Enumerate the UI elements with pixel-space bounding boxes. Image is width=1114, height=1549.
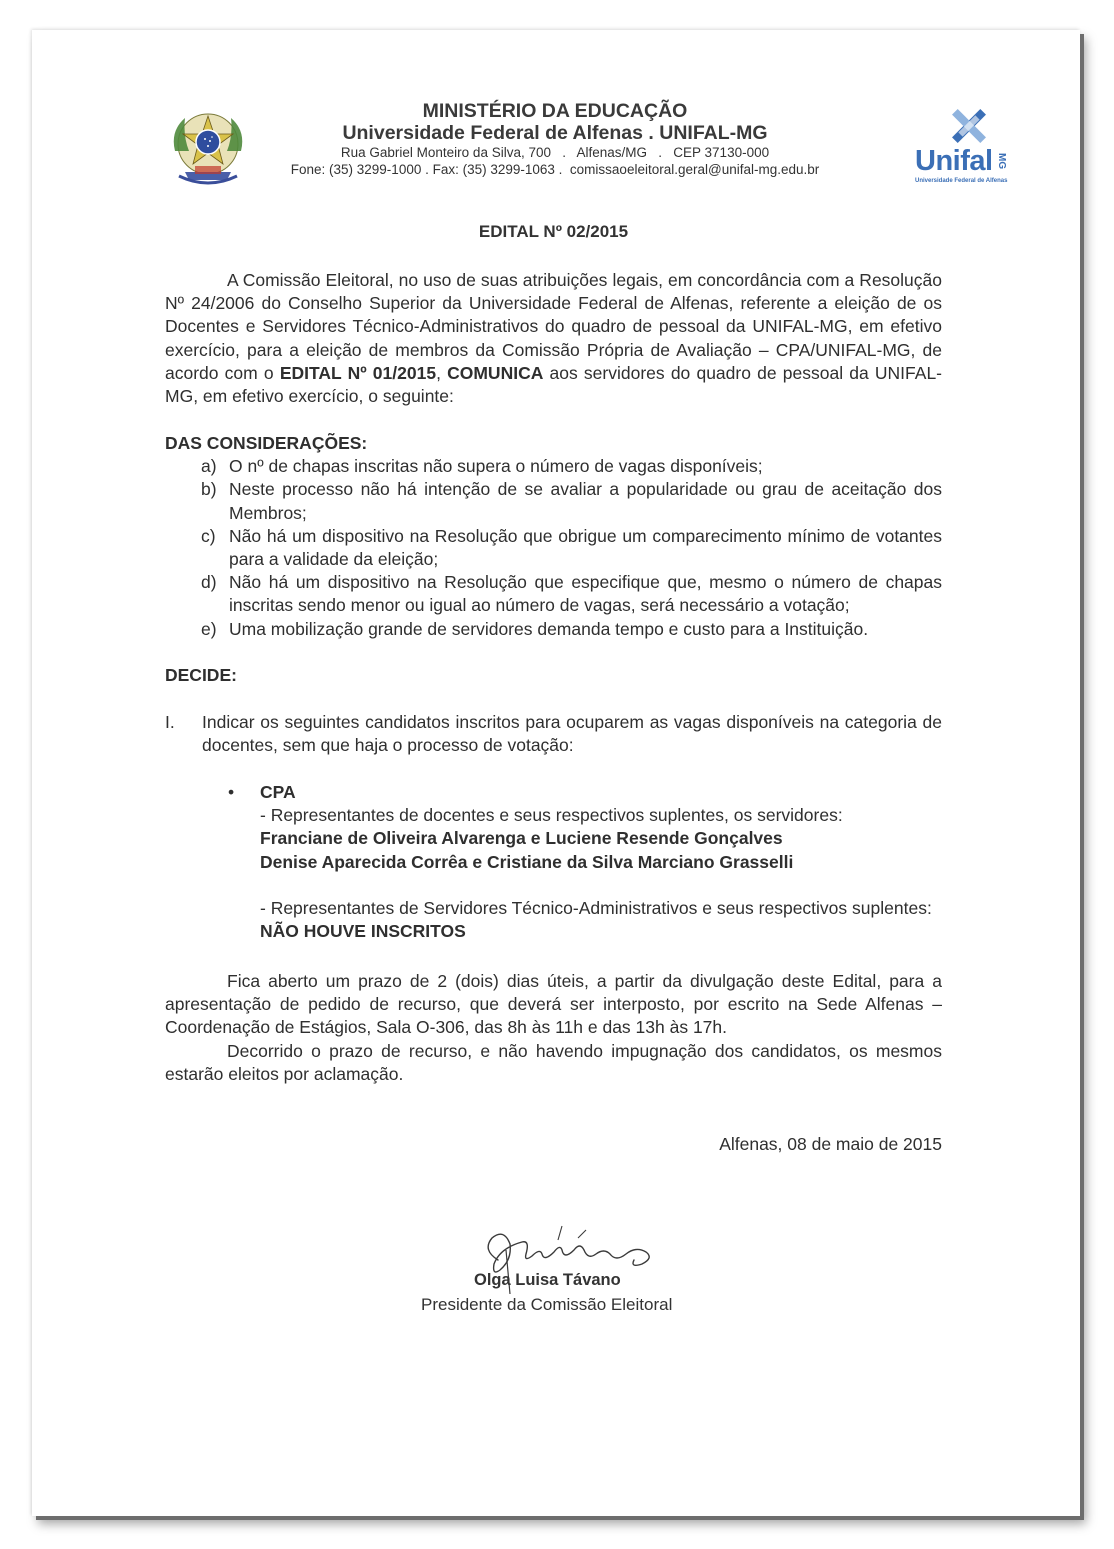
list-item [165, 478, 942, 524]
considerations-section [165, 432, 942, 641]
ministry-name: MINISTÉRIO DA EDUCAÇÃO [422, 100, 688, 122]
cpa-title: CPA [260, 782, 296, 802]
list-marker: e) [201, 618, 217, 639]
university-contact: Fone: (35) 3299-1000 . Fax: (35) 3299-1063 . comissaoeleitoral.geral@unifal-mg.edu.br [290, 162, 820, 177]
list-marker: c) [201, 525, 216, 546]
unifal-logo-mg: MG [996, 153, 1007, 170]
list-item [165, 455, 942, 478]
unifal-logo-subtitle: Universidade Federal de Alfenas [915, 178, 1008, 184]
list-marker: b) [201, 479, 217, 500]
list-item-text: Não há um dispositivo na Resolução que especifique que, mesmo o número de chapas inscritas sendo menor ou igual ao número de vagas, será necessário a votação; [229, 572, 942, 616]
decide-item [165, 711, 942, 757]
decide-item-text: Indicar os seguintes candidatos inscritos para ocuparem as vagas disponíveis na categoria de docentes, sem que haja o processo de votação: [202, 712, 942, 756]
university-address: Rua Gabriel Monteiro da Silva, 700 . Alfenas/MG . CEP 37130-000 [340, 145, 770, 160]
cpa-tecnicos-value: NÃO HOUVE INSCRITOS [260, 921, 466, 942]
list-item [165, 618, 942, 641]
list-marker: d) [201, 572, 217, 593]
list-item-text: O nº de chapas inscritas não supera o número de vagas disponíveis; [229, 456, 763, 477]
intro-sep: , [436, 362, 448, 383]
intro-paragraph [165, 269, 942, 408]
university-name: Universidade Federal de Alfenas . UNIFAL-MG [342, 122, 768, 144]
brazil-coat-of-arms-icon [165, 106, 251, 192]
decide-heading-block [165, 664, 942, 687]
decide-heading: DECIDE: [165, 665, 237, 685]
signature-block [400, 1220, 700, 1330]
closing-paragraph-1: Fica aberto um prazo de 2 (dois) dias úteis, a partir da divulgação deste Edital, para a apresentação de pedido de recurso, que deverá ser interposto, por escrito na Sede Alfenas – Coordenação de Estágios, Sala O-306, das 8h às 11h e das 13h às 17h. [165, 971, 942, 1038]
decide-item-marker: I. [165, 712, 175, 732]
signatory-role: Presidente da Comissão Eleitoral [421, 1295, 673, 1314]
cpa-docentes-pair: Franciane de Oliveira Alvarenga e Luciene Resende Gonçalves [260, 828, 783, 849]
edital-title [0, 222, 942, 242]
closing-paragraph-2: Decorrido o prazo de recurso, e não havendo impugnação dos candidatos, os mesmos estarão eleitos por aclamação. [165, 1041, 942, 1085]
considerations-heading: DAS CONSIDERAÇÕES: [165, 433, 368, 453]
list-marker: a) [201, 456, 217, 477]
intro-edital-ref: EDITAL Nº 01/2015 [279, 362, 437, 383]
list-item-text: Uma mobilização grande de servidores demanda tempo e custo para a Instituição. [229, 618, 869, 639]
list-item-text: Não há um dispositivo na Resolução que obrigue um comparecimento mínimo de votantes para a validade da eleição; [229, 525, 942, 570]
edital-title-text: EDITAL Nº 02/2015 [478, 222, 629, 241]
list-item [165, 571, 942, 617]
letterhead-text [275, 100, 835, 178]
unifal-logo [913, 104, 1025, 190]
intro-text-1: A Comissão Eleitoral, no uso de suas atribuições legais, em concordância com a Resolução Nº 24/2006 do Conselho Superior da Universidade Federal de Alfenas, referente a eleição de os Docentes e Servidores Técnico-Administrativos do quadro de pessoal da UNIFAL-MG, em efetivo exercício, para a eleição de membros da Comissão Própria de Avaliação – CPA/UNIFAL-MG, de acordo com o [165, 270, 942, 383]
cpa-content [260, 781, 950, 943]
intro-comunica: COMUNICA [447, 362, 544, 383]
unifal-logo-wordmark [915, 146, 993, 176]
cpa-block [228, 781, 942, 951]
intro-text-2: aos servidores do quadro de pessoal da UNIFAL-MG, em efetivo exercício, o seguinte: [165, 362, 943, 407]
cpa-tecnicos-label: - Representantes de Servidores Técnico-Administrativos e seus respectivos suplentes: [260, 897, 932, 918]
cpa-docentes-pair: Denise Aparecida Corrêa e Cristiane da Silva Marciano Grasselli [260, 851, 794, 872]
cpa-docentes-label: - Representantes de docentes e seus respectivos suplentes, os servidores: [260, 805, 843, 826]
unifal-logo-text: Unifal [915, 145, 993, 177]
list-item [165, 525, 942, 571]
list-item-text: Neste processo não há intenção de se avaliar a popularidade ou grau de aceitação dos Membros; [229, 479, 942, 523]
date-line: Alfenas, 08 de maio de 2015 [719, 1134, 942, 1154]
letterhead [165, 100, 1025, 200]
bullet-icon: • [228, 782, 235, 802]
signatory-name: Olga Luisa Távano [474, 1271, 621, 1289]
